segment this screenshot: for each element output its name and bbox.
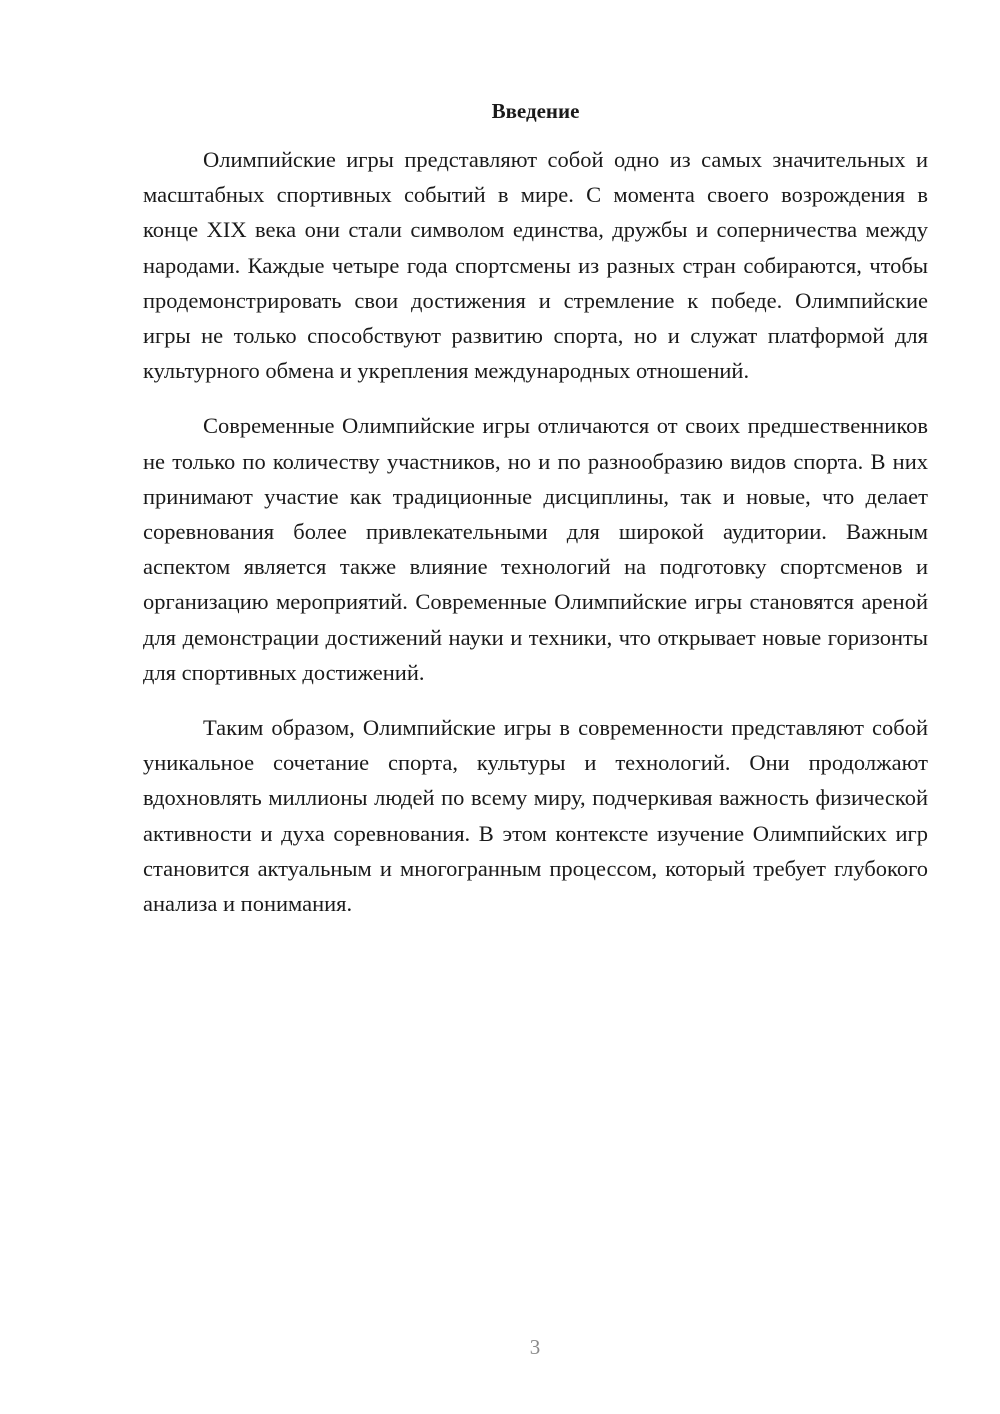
body-text (143, 142, 928, 941)
paragraph-1: Олимпийские игры представляют собой одно из самых значительных и масштабных спортивных событий в мире. С момента своего возрождения в конце XIX века они стали символом единства, дружбы и соперничества между народами. Каждые четыре года спортсмены из разных стран собираются, чтобы продемонстрировать свои достижения и стремление к победе. Олимпийские игры не только способствуют развитию спорта, но и служат платформой для культурного обмена и укрепления международных отношений. (143, 147, 928, 384)
paragraph-2: Современные Олимпийские игры отличаются от своих предшественников не только по количеству участников, но и по разнообразию видов спорта. В них принимают участие как традиционные дисциплины, так и новые, что делает соревнования более привлекательными для широкой аудитории. Важным аспектом является также влияние технологий на подготовку спортсменов и организацию мероприятий. Современные Олимпийские игры становятся ареной для демонстрации достижений науки и техники, что открывает новые горизонты для спортивных достижений. (143, 413, 928, 685)
paragraph-3: Таким образом, Олимпийские игры в современности представляют собой уникальное сочетание спорта, культуры и технологий. Они продолжают вдохновлять миллионы людей по всему миру, подчеркивая важность физической активности и духа соревнования. В этом контексте изучение Олимпийских игр становится актуальным и многогранным процессом, который требует глубокого анализа и понимания. (143, 715, 928, 917)
page-number: 3 (529, 1335, 541, 1359)
section-heading: Введение (491, 99, 580, 123)
